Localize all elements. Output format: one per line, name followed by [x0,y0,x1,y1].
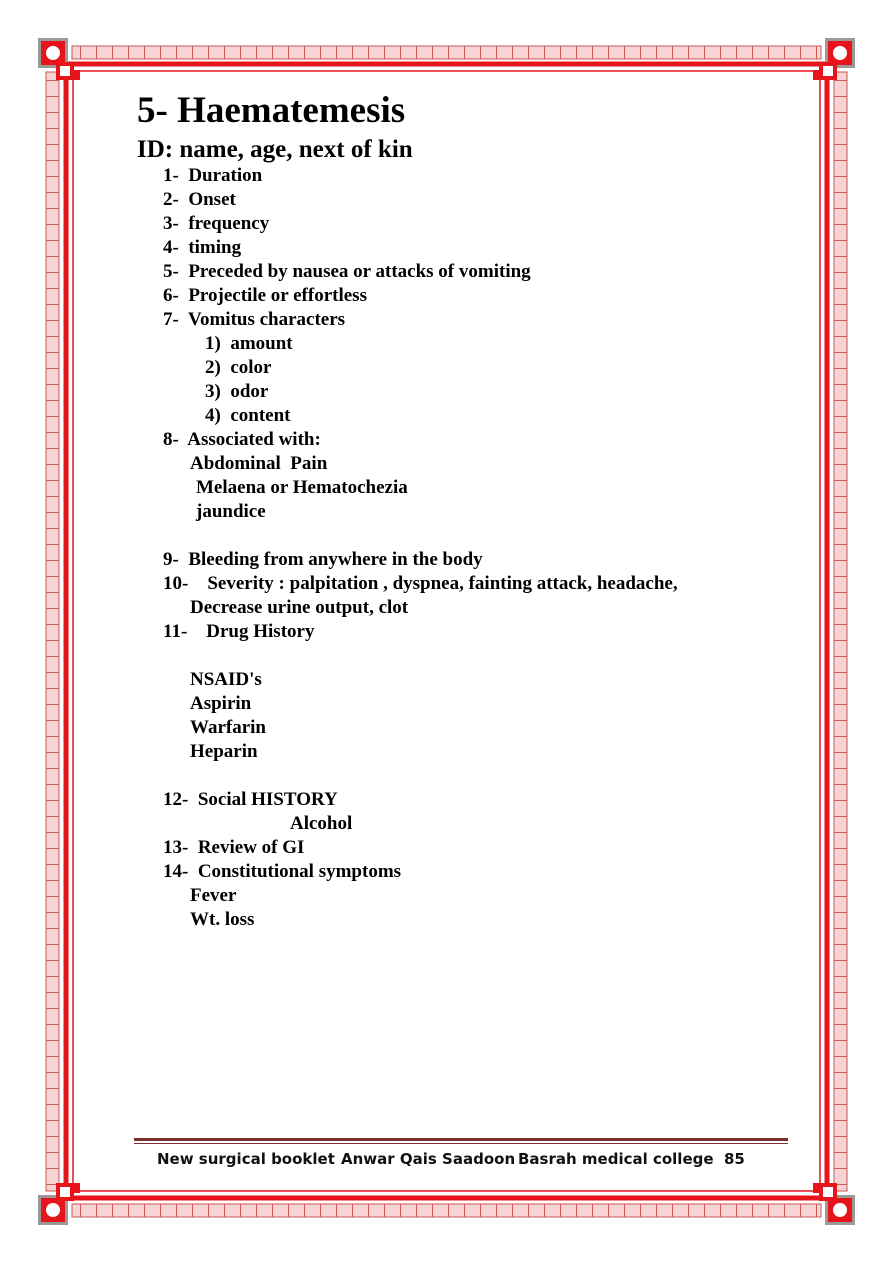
assoc-jaundice: jaundice [196,501,266,522]
drug-aspirin: Aspirin [190,693,252,714]
symptom-fever: Fever [190,885,237,906]
item-timing: 4- timing [163,237,242,258]
footer-booklet: New surgical booklet [157,1150,335,1168]
item-bleeding: 9- Bleeding from anywhere in the body [163,549,483,570]
social-alcohol: Alcohol [290,813,353,834]
item-review-of-gi: 13- Review of GI [163,837,305,858]
item-constitutional-symptoms: 14- Constitutional symptoms [163,861,402,882]
assoc-melaena: Melaena or Hematochezia [196,477,408,498]
symptom-weight-loss: Wt. loss [190,909,255,930]
subitem-amount: 1) amount [205,333,293,354]
drug-nsaids: NSAID's [190,669,262,690]
item-vomitus-characters: 7- Vomitus characters [163,309,346,330]
item-onset: 2- Onset [163,189,236,210]
item-severity-continued: Decrease urine output, clot [190,597,409,618]
footer-rule [134,1138,788,1141]
item-severity: 10- Severity : palpitation , dyspnea, fainting attack, headache, [163,573,678,594]
subitem-color: 2) color [205,357,272,378]
subitem-odor: 3) odor [205,381,269,402]
item-social-history: 12- Social HISTORY [163,789,338,810]
item-projectile: 6- Projectile or effortless [163,285,367,306]
footer-rule-thin [134,1143,788,1144]
item-drug-history: 11- Drug History [163,621,315,642]
item-associated-with: 8- Associated with: [163,429,321,450]
drug-warfarin: Warfarin [190,717,266,738]
page-title: 5- Haematemesis [137,90,406,131]
subitem-content: 4) content [205,405,291,426]
item-duration: 1- Duration [163,165,263,186]
footer-college: Basrah medical college [518,1150,714,1168]
footer-author: Anwar Qais Saadoon [341,1150,516,1168]
drug-heparin: Heparin [190,741,258,762]
assoc-abdominal-pain: Abdominal Pain [190,453,328,474]
footer-page-number: 85 [724,1150,745,1168]
item-frequency: 3- frequency [163,213,270,234]
id-line: ID: name, age, next of kin [137,136,413,163]
item-preceded-by-nausea: 5- Preceded by nausea or attacks of vomiting [163,261,531,282]
